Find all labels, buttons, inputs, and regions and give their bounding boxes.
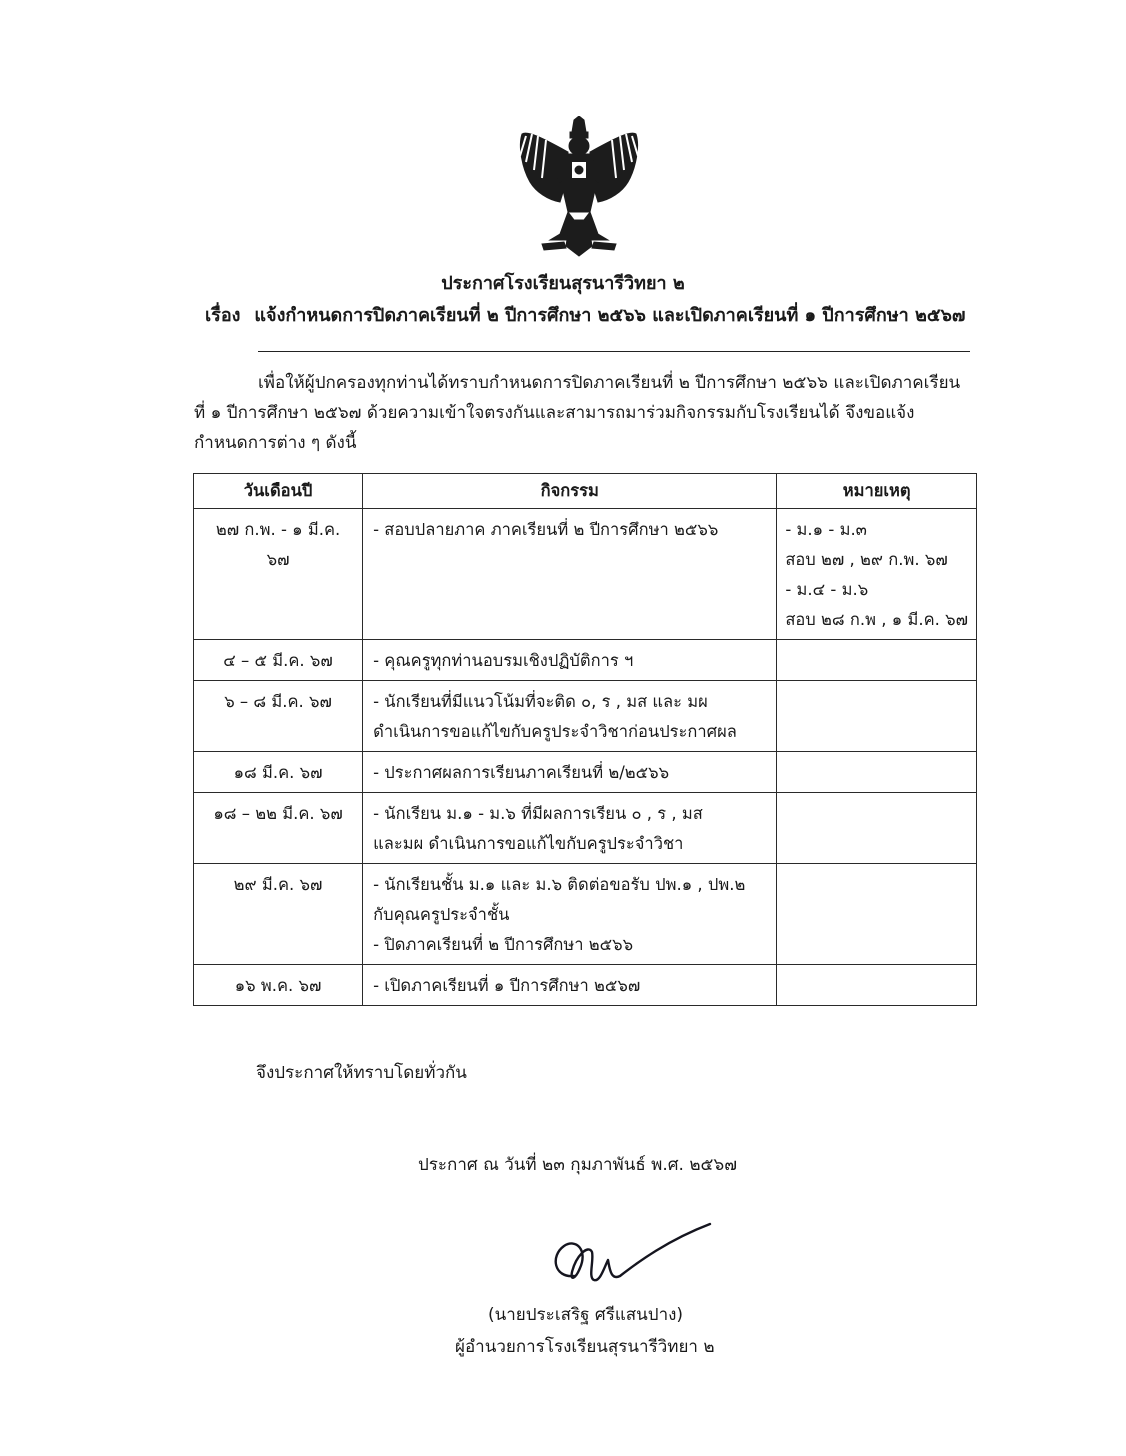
activity-line: - นักเรียนชั้น ม.๑ และ ม.๖ ติดต่อขอรับ ปพ.๑ , ปพ.๒ bbox=[373, 875, 746, 894]
header-note: หมายเหตุ bbox=[777, 474, 977, 509]
table-body bbox=[194, 509, 977, 1006]
activity-line: ดำเนินการขอแก้ไขกับครูประจำวิชาก่อนประกาศผล bbox=[373, 722, 737, 741]
signature-image bbox=[548, 1216, 718, 1290]
cell-date: ๔ – ๕ มี.ค. ๖๗ bbox=[194, 640, 363, 681]
cell-note bbox=[777, 752, 977, 793]
activity-line: - สอบปลายภาค ภาคเรียนที่ ๒ ปีการศึกษา ๒๕๖๖ bbox=[373, 520, 719, 539]
activity-line: - นักเรียนที่มีแนวโน้มที่จะติด ๐, ร , มส และ มผ bbox=[373, 692, 708, 711]
intro-paragraph bbox=[194, 368, 984, 458]
cell-activity bbox=[363, 681, 777, 752]
cell-note bbox=[777, 864, 977, 965]
note-line: - ม.๔ - ม.๖ bbox=[785, 580, 869, 599]
cell-date: ๖ – ๘ มี.ค. ๖๗ bbox=[194, 681, 363, 752]
cell-date: ๑๘ – ๒๒ มี.ค. ๖๗ bbox=[194, 793, 363, 864]
announcement-subject bbox=[205, 300, 1005, 332]
cell-date: ๒๙ มี.ค. ๖๗ bbox=[194, 864, 363, 965]
intro-line: ที่ ๑ ปีการศึกษา ๒๕๖๗ ด้วยความเข้าใจตรงกันและสามารถมาร่วมกิจกรรมกับโรงเรียนได้ จึงขอแจ้ง bbox=[194, 403, 915, 423]
header-activity: กิจกรรม bbox=[363, 474, 777, 509]
activity-line: - ปิดภาคเรียนที่ ๒ ปีการศึกษา ๒๕๖๖ bbox=[373, 935, 634, 954]
note-line: - ม.๑ - ม.๓ bbox=[785, 520, 867, 539]
cell-activity bbox=[363, 965, 777, 1006]
closing-statement: จึงประกาศให้ทราบโดยทั่วกัน bbox=[256, 1063, 467, 1083]
announcement-title: ประกาศโรงเรียนสุรนารีวิทยา ๒ bbox=[441, 273, 685, 294]
note-line: สอบ ๒๘ ก.พ , ๑ มี.ค. ๖๗ bbox=[785, 610, 968, 629]
intro-line: เพื่อให้ผู้ปกครองทุกท่านได้ทราบกำหนดการปิดภาคเรียนที่ ๒ ปีการศึกษา ๒๕๖๖ และเปิดภาคเรียน bbox=[258, 373, 961, 393]
announcement-date: ประกาศ ณ วันที่ ๒๓ กุมภาพันธ์ พ.ศ. ๒๕๖๗ bbox=[418, 1155, 737, 1175]
garuda-emblem-icon bbox=[516, 116, 642, 258]
title-divider bbox=[258, 351, 970, 352]
cell-activity bbox=[363, 509, 777, 640]
cell-date: ๑๖ พ.ค. ๖๗ bbox=[194, 965, 363, 1006]
table-row bbox=[194, 793, 977, 864]
cell-note bbox=[777, 681, 977, 752]
signer-name: (นายประเสริฐ ศรีแสนปาง) bbox=[488, 1305, 684, 1325]
table-row bbox=[194, 640, 977, 681]
schedule-table bbox=[193, 473, 977, 1006]
activity-line: - นักเรียน ม.๑ - ม.๖ ที่มีผลการเรียน ๐ , ร , มส bbox=[373, 804, 703, 823]
header-date: วันเดือนปี bbox=[194, 474, 363, 509]
intro-line: กำหนดการต่าง ๆ ดังนี้ bbox=[194, 433, 357, 453]
cell-note bbox=[777, 640, 977, 681]
table-row bbox=[194, 752, 977, 793]
signer-position: ผู้อำนวยการโรงเรียนสุรนารีวิทยา ๒ bbox=[455, 1337, 715, 1357]
subject-label: เรื่อง bbox=[205, 305, 241, 326]
activity-line: - เปิดภาคเรียนที่ ๑ ปีการศึกษา ๒๕๖๗ bbox=[373, 976, 641, 995]
activity-line: - ประกาศผลการเรียนภาคเรียนที่ ๒/๒๕๖๖ bbox=[373, 763, 670, 782]
activity-line: - คุณครูทุกท่านอบรมเชิงปฏิบัติการ ฯ bbox=[373, 651, 634, 670]
cell-note bbox=[777, 793, 977, 864]
table-row bbox=[194, 965, 977, 1006]
table-row bbox=[194, 509, 977, 640]
cell-note bbox=[777, 965, 977, 1006]
table-row bbox=[194, 681, 977, 752]
table-row bbox=[194, 864, 977, 965]
cell-note bbox=[777, 509, 977, 640]
subject-text: แจ้งกำหนดการปิดภาคเรียนที่ ๒ ปีการศึกษา ๒๕๖๖ และเปิดภาคเรียนที่ ๑ ปีการศึกษา ๒๕๖๗ bbox=[254, 305, 966, 326]
cell-activity bbox=[363, 864, 777, 965]
cell-date: ๒๗ ก.พ. - ๑ มี.ค. ๖๗ bbox=[194, 509, 363, 640]
cell-activity bbox=[363, 640, 777, 681]
cell-activity bbox=[363, 793, 777, 864]
activity-line: กับคุณครูประจำชั้น bbox=[373, 905, 510, 924]
cell-activity bbox=[363, 752, 777, 793]
note-line: สอบ ๒๗ , ๒๙ ก.พ. ๖๗ bbox=[785, 550, 948, 569]
activity-line: และมผ ดำเนินการขอแก้ไขกับครูประจำวิชา bbox=[373, 834, 684, 853]
table-header-row bbox=[194, 474, 977, 509]
cell-date: ๑๘ มี.ค. ๖๗ bbox=[194, 752, 363, 793]
